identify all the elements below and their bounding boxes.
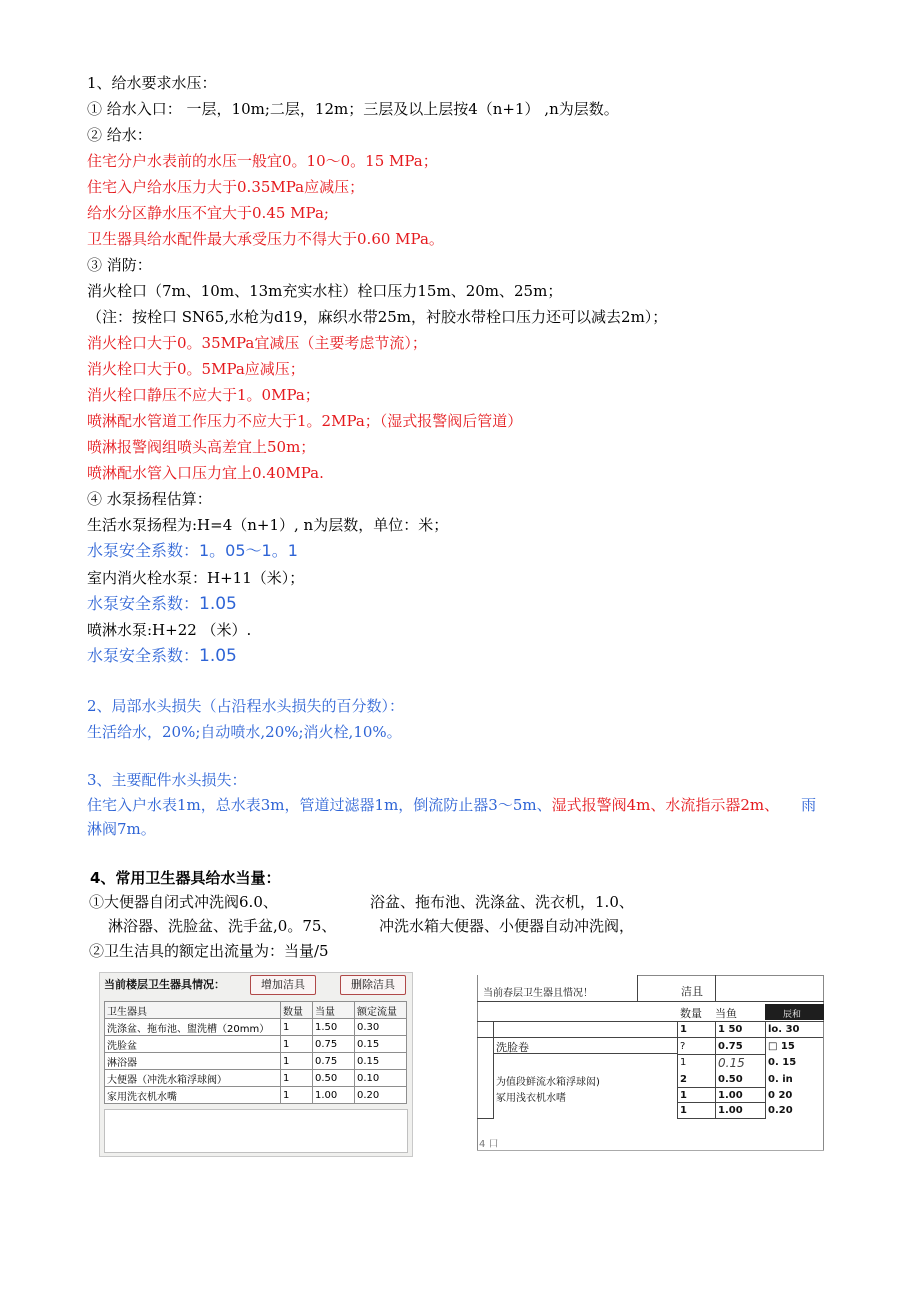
- cell-rated-flow: 0.30: [355, 1019, 407, 1036]
- red-rule-4: 卫生器具给水配件最大承受压力不得大于0.60 MPa。: [87, 230, 444, 248]
- panel2-col-eq: 当鱼: [715, 1007, 737, 1020]
- cell-equivalent: 0.75: [313, 1036, 355, 1053]
- pump-domestic: 生活水泵扬程为:H=4（n+1）, n为层数，单位：米；: [87, 516, 449, 534]
- panel2-header: 当前春层卫生器且惜况！: [483, 988, 593, 999]
- fire-heading: ③ 消防：: [87, 256, 152, 274]
- panel-header: 当前楼层卫生器具情况：: [104, 978, 225, 991]
- col-rated-flow[interactable]: 额定流量: [355, 1002, 407, 1019]
- panel2-qty: 2: [680, 1074, 687, 1085]
- red-rule-2: 住宅入户给水压力大于0.35MPa应减压；: [87, 178, 365, 196]
- col-qty[interactable]: 数量: [281, 1002, 313, 1019]
- fire-note: （注：按栓口 SN65,水枪为d19，麻织水带25m，衬胶水带栓口压力还可以减去2m）；: [87, 308, 668, 326]
- section4-title: 4、常用卫生器具给水当量：: [90, 869, 281, 887]
- section2-body: 生活给水，20%;自动喷水,20%;消火栓,10%。: [87, 723, 402, 741]
- factor-value: 1.05: [199, 594, 237, 614]
- table-empty-area: [104, 1109, 408, 1153]
- panel2-flow: lo. 30: [768, 1024, 800, 1035]
- fixture-equiv-1b: 浴盆、拖布池、洗涤盆、洗衣机，1.0、: [370, 893, 634, 911]
- pump-domestic-factor: 水泵安全系数：1。05～1。1: [87, 541, 298, 560]
- cell-fixture: 大便器（冲洗水箱浮球阀）: [105, 1070, 281, 1087]
- pump-sprinkler: 喷淋水泵:H+22 （米）.: [87, 621, 252, 639]
- fixture-panel-left: [99, 972, 413, 1157]
- rated-flow-note: ②卫生洁具的额定出流量为：当量/5: [89, 942, 329, 960]
- fire-red-rule-2: 消火栓口大于0。5MPa应减压；: [87, 360, 305, 378]
- table-header-row: [105, 1002, 407, 1019]
- section1-title: 1、给水要求水压：: [87, 74, 217, 92]
- panel2-flow: 0. 15: [768, 1057, 797, 1068]
- cell-fixture: 洗脸盆: [105, 1036, 281, 1053]
- table-row[interactable]: [105, 1070, 407, 1087]
- panel2-eq: 1.00: [718, 1090, 743, 1101]
- table-row[interactable]: [105, 1019, 407, 1036]
- table-row[interactable]: [105, 1087, 407, 1104]
- add-fixture-button[interactable]: 增加洁具: [250, 975, 316, 995]
- col-fixture[interactable]: 卫生器具: [105, 1002, 281, 1019]
- fire-red-rule-6: 喷淋配水管入口压力宜上0.40MPa.: [87, 464, 324, 482]
- panel2-eq: 0.50: [718, 1074, 743, 1085]
- cell-equivalent: 1.50: [313, 1019, 355, 1036]
- col-equivalent[interactable]: 当量: [313, 1002, 355, 1019]
- fixture-equiv-2a: 淋浴器、洗脸盆、洗手盆,0。75、: [108, 917, 337, 935]
- fitting-losses-red: 湿式报警阀4m、水流指示器2m、: [551, 796, 780, 814]
- cell-fixture: 家用洗衣机水嘴: [105, 1087, 281, 1104]
- factor-label: 水泵安全系数：: [87, 594, 200, 613]
- factor-value: 1.05: [199, 646, 237, 666]
- cell-equivalent: 1.00: [313, 1087, 355, 1104]
- water-supply-heading: ② 给水：: [87, 126, 152, 144]
- cell-equivalent: 0.50: [313, 1070, 355, 1087]
- cell-qty[interactable]: 1: [281, 1019, 313, 1036]
- panel2-eq: 0.15: [718, 1056, 745, 1070]
- fixture-equiv-2b: 冲洗水箱大便器、小便器自动冲洗阀，: [379, 917, 635, 935]
- fitting-losses-tail: 雨: [801, 796, 817, 814]
- panel2-qty: 1: [680, 1105, 687, 1116]
- cell-rated-flow: 0.15: [355, 1036, 407, 1053]
- cell-fixture: 淋浴器: [105, 1053, 281, 1070]
- pump-hydrant: 室内消火栓水泵：H+11（米）；: [87, 569, 305, 587]
- red-rule-1: 住宅分户水表前的水压一般宜0。10～0。15 MPa；: [87, 152, 438, 170]
- panel2-flow: 0.20: [768, 1105, 793, 1116]
- panel2-qty: 1: [680, 1090, 687, 1101]
- section2-title: 2、局部水头损失（占沿程水头损失的百分数）：: [87, 697, 405, 715]
- panel2-item: 冢用浅衣机水嗜: [496, 1093, 566, 1104]
- panel2-flow: 0. in: [768, 1074, 793, 1085]
- panel2-eq: 1 50: [718, 1024, 743, 1035]
- panel2-qty: 1: [680, 1057, 687, 1068]
- panel2-eq: 1.00: [718, 1105, 743, 1116]
- delete-fixture-button[interactable]: 删除洁具: [340, 975, 406, 995]
- panel2-item: 洗脸卷: [496, 1041, 529, 1054]
- factor-label: 水泵安全系数：: [87, 646, 200, 665]
- pump-heading: ④ 水泵扬程估算：: [87, 490, 212, 508]
- pump-hydrant-factor: [87, 594, 237, 614]
- panel2-item: 为值段鲜流水箱浮球闳): [496, 1077, 600, 1088]
- panel2-col-qty: 数量: [680, 1007, 702, 1020]
- fixture-panel-right: [477, 975, 824, 1151]
- panel2-col-flow: 辰和: [783, 1010, 802, 1020]
- cell-qty[interactable]: 1: [281, 1087, 313, 1104]
- fire-red-rule-5: 喷淋报警阀组喷头高差宜上50m；: [87, 438, 316, 456]
- section3-title: 3、主要配件水头损失：: [87, 771, 247, 789]
- fire-red-rule-4: 喷淋配水管道工作压力不应大于1。2MPa；（湿式报警阀后管道）: [87, 412, 523, 430]
- cell-qty[interactable]: 1: [281, 1070, 313, 1087]
- fire-red-rule-1: 消火栓口大于0。35MPa宜减压（主要考虑节流）；: [87, 334, 427, 352]
- cell-rated-flow: 0.10: [355, 1070, 407, 1087]
- fire-red-rule-3: 消火栓口静压不应大于1。0MPa；: [87, 386, 320, 404]
- cell-rated-flow: 0.15: [355, 1053, 407, 1070]
- fitting-losses-blue: 住宅入户水表1m，总水表3m，管道过滤器1m，倒流防止器3～5m、: [87, 796, 552, 814]
- water-inlet-pressure: ① 给水入口： 一层，10m;二层，12m；三层及以上层按4（n+1） ,n为层数。: [87, 100, 619, 118]
- cell-qty[interactable]: 1: [281, 1036, 313, 1053]
- cell-equivalent: 0.75: [313, 1053, 355, 1070]
- cell-fixture: 洗涤盆、拖布池、盥洗槽（20mm）: [105, 1019, 281, 1036]
- section3-body: [87, 795, 816, 815]
- panel2-footer: 4 口: [479, 1139, 499, 1150]
- fire-hydrant-line: 消火栓口（7m、10m、13m充实水柱）栓口压力15m、20m、25m；: [87, 282, 563, 300]
- panel2-qty: 1: [680, 1024, 687, 1035]
- cell-qty[interactable]: 1: [281, 1053, 313, 1070]
- cell-rated-flow: 0.20: [355, 1087, 407, 1104]
- panel2-qty: ?: [680, 1041, 686, 1052]
- red-rule-3: 给水分区静水压不宜大于0.45 MPa;: [87, 204, 329, 222]
- panel2-eq: 0.75: [718, 1041, 743, 1052]
- section3-body-line2: 淋阀7m。: [87, 820, 156, 838]
- fixture-equiv-1a: ①大便器自闭式冲洗阀6.0、: [89, 893, 278, 911]
- panel2-flow: 0 20: [768, 1090, 793, 1101]
- table-row[interactable]: [105, 1053, 407, 1070]
- panel2-flow: □ 15: [768, 1041, 795, 1052]
- fixture-table: [104, 1001, 407, 1104]
- table-row[interactable]: [105, 1036, 407, 1053]
- panel2-tab[interactable]: 洁且: [681, 985, 703, 998]
- pump-sprinkler-factor: [87, 646, 237, 666]
